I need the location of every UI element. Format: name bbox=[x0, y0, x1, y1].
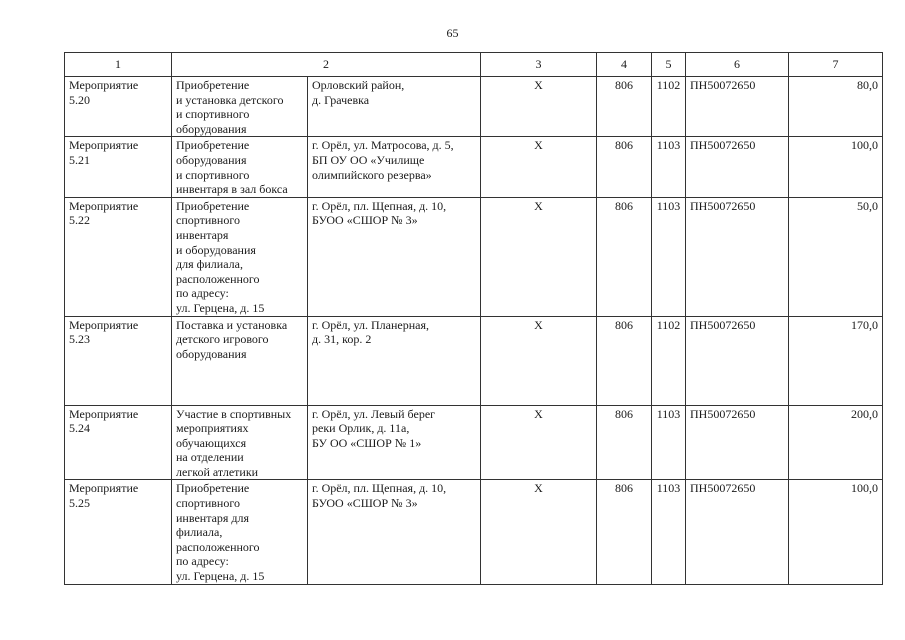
address-line: г. Орёл, пл. Щепная, д. 10, bbox=[312, 198, 447, 213]
address-line: олимпийского резерва» bbox=[312, 167, 432, 182]
event-name-line: Поставка и установка bbox=[176, 317, 288, 332]
event-number-cell bbox=[65, 316, 172, 405]
event-name-line: обучающихся bbox=[176, 435, 247, 450]
col4-cell: 806 bbox=[597, 197, 652, 316]
col3-cell: Х bbox=[481, 480, 597, 584]
address-cell bbox=[308, 77, 481, 137]
page-number: 65 bbox=[446, 26, 459, 40]
table-row bbox=[65, 77, 883, 137]
events-table bbox=[64, 52, 883, 585]
event-name-line: Приобретение bbox=[176, 78, 250, 92]
address-line: г. Орёл, пл. Щепная, д. 10, bbox=[312, 481, 447, 496]
event-name-line: расположенного bbox=[176, 539, 260, 554]
header-cell-2: 2 bbox=[172, 53, 481, 77]
event-number: 5.22 bbox=[69, 213, 90, 228]
event-number-cell bbox=[65, 197, 172, 316]
address-line: Орловский район, bbox=[312, 78, 405, 92]
event-number: 5.25 bbox=[69, 496, 90, 511]
event-name-line: и спортивного bbox=[176, 167, 250, 182]
amount-cell: 170,0 bbox=[789, 316, 883, 405]
event-number: 5.23 bbox=[69, 332, 90, 347]
event-name-line: инвентаря в зал бокса bbox=[176, 182, 288, 197]
table-row bbox=[65, 197, 883, 316]
event-name-line: Участие в спортивных bbox=[176, 406, 292, 421]
address-line: БП ОУ ОО «Училище bbox=[312, 152, 425, 167]
col5-cell: 1102 bbox=[652, 316, 686, 405]
event-name-line: детского игрового bbox=[176, 332, 269, 347]
col4-cell: 806 bbox=[597, 405, 652, 480]
event-name-line: мероприятиях bbox=[176, 421, 249, 436]
event-name-cell bbox=[172, 316, 308, 405]
event-name-line: и спортивного bbox=[176, 107, 250, 122]
col6-cell: ПН50072650 bbox=[686, 197, 789, 316]
address-line: реки Орлик, д. 11а, bbox=[312, 421, 410, 436]
amount-cell: 80,0 bbox=[789, 77, 883, 137]
event-name-line: по адресу: bbox=[176, 286, 229, 301]
event-name-cell bbox=[172, 137, 308, 197]
header-row bbox=[65, 53, 883, 77]
event-name-line: инвентаря bbox=[176, 227, 229, 242]
event-number: 5.20 bbox=[69, 92, 90, 107]
amount-cell: 100,0 bbox=[789, 137, 883, 197]
col3-cell: Х bbox=[481, 197, 597, 316]
header-cell-6: 6 bbox=[686, 53, 789, 77]
amount-cell: 100,0 bbox=[789, 480, 883, 584]
col5-cell: 1103 bbox=[652, 405, 686, 480]
event-number-cell bbox=[65, 405, 172, 480]
event-name-line: инвентаря для bbox=[176, 510, 250, 525]
event-label: Мероприятие bbox=[69, 138, 139, 153]
col6-cell: ПН50072650 bbox=[686, 137, 789, 197]
event-name-line: ул. Герцена, д. 15 bbox=[176, 569, 265, 584]
event-name-line: и установка детского bbox=[176, 92, 284, 107]
address-line: г. Орёл, ул. Планерная, bbox=[312, 317, 430, 332]
event-name-cell bbox=[172, 405, 308, 480]
address-cell bbox=[308, 480, 481, 584]
event-name-line: спортивного bbox=[176, 213, 240, 228]
header-cell-3: 3 bbox=[481, 53, 597, 77]
table-row bbox=[65, 480, 883, 584]
col3-cell: Х bbox=[481, 77, 597, 137]
event-name-cell bbox=[172, 480, 308, 584]
event-label: Мероприятие bbox=[69, 406, 139, 421]
event-name-line: ул. Герцена, д. 15 bbox=[176, 300, 265, 315]
col6-cell: ПН50072650 bbox=[686, 480, 789, 584]
col5-cell: 1103 bbox=[652, 197, 686, 316]
event-name-line: на отделении bbox=[176, 450, 244, 465]
event-name-line: и оборудования bbox=[176, 242, 256, 257]
event-number: 5.21 bbox=[69, 152, 90, 167]
address-cell bbox=[308, 316, 481, 405]
address-line: д. Грачевка bbox=[312, 92, 370, 107]
event-name-line: оборудования bbox=[176, 346, 247, 361]
event-label: Мероприятие bbox=[69, 481, 139, 496]
event-name-cell bbox=[172, 197, 308, 316]
header-cell-7: 7 bbox=[789, 53, 883, 77]
header-cell-5: 5 bbox=[652, 53, 686, 77]
event-name-line: филиала, bbox=[176, 525, 223, 540]
table-row bbox=[65, 137, 883, 197]
col6-cell: ПН50072650 bbox=[686, 77, 789, 137]
address-line: г. Орёл, ул. Матросова, д. 5, bbox=[312, 138, 454, 153]
col6-cell: ПН50072650 bbox=[686, 405, 789, 480]
address-line: БУ ОО «СШОР № 1» bbox=[312, 435, 422, 450]
event-name-line: Приобретение bbox=[176, 138, 250, 153]
event-number: 5.24 bbox=[69, 421, 90, 436]
event-name-line: спортивного bbox=[176, 496, 240, 511]
event-name-line: по адресу: bbox=[176, 554, 229, 569]
event-label: Мероприятие bbox=[69, 78, 139, 92]
col4-cell: 806 bbox=[597, 137, 652, 197]
col4-cell: 806 bbox=[597, 77, 652, 137]
event-name-line: легкой атлетики bbox=[176, 464, 259, 479]
event-name-line: оборудования bbox=[176, 152, 247, 167]
event-label: Мероприятие bbox=[69, 317, 139, 332]
table-row bbox=[65, 316, 883, 405]
event-name-line: Приобретение bbox=[176, 198, 250, 213]
address-line: БУОО «СШОР № 3» bbox=[312, 213, 418, 228]
address-line: г. Орёл, ул. Левый берег bbox=[312, 406, 436, 421]
event-name-line: расположенного bbox=[176, 271, 260, 286]
table-row bbox=[65, 405, 883, 480]
address-cell bbox=[308, 197, 481, 316]
amount-cell: 50,0 bbox=[789, 197, 883, 316]
amount-cell: 200,0 bbox=[789, 405, 883, 480]
address-cell bbox=[308, 137, 481, 197]
event-label: Мероприятие bbox=[69, 198, 139, 213]
header-cell-4: 4 bbox=[597, 53, 652, 77]
address-line: БУОО «СШОР № 3» bbox=[312, 496, 418, 511]
col3-cell: Х bbox=[481, 137, 597, 197]
col4-cell: 806 bbox=[597, 316, 652, 405]
col5-cell: 1103 bbox=[652, 137, 686, 197]
event-name-line: Приобретение bbox=[176, 481, 250, 496]
event-number-cell bbox=[65, 77, 172, 137]
col5-cell: 1102 bbox=[652, 77, 686, 137]
event-name-line: для филиала, bbox=[176, 257, 243, 272]
event-number-cell bbox=[65, 480, 172, 584]
col3-cell: Х bbox=[481, 316, 597, 405]
col6-cell: ПН50072650 bbox=[686, 316, 789, 405]
event-name-cell bbox=[172, 77, 308, 137]
col4-cell: 806 bbox=[597, 480, 652, 584]
address-line: д. 31, кор. 2 bbox=[312, 332, 372, 347]
col5-cell: 1103 bbox=[652, 480, 686, 584]
event-number-cell bbox=[65, 137, 172, 197]
address-cell bbox=[308, 405, 481, 480]
event-name-line: оборудования bbox=[176, 121, 247, 136]
col3-cell: Х bbox=[481, 405, 597, 480]
header-cell-1: 1 bbox=[65, 53, 172, 77]
